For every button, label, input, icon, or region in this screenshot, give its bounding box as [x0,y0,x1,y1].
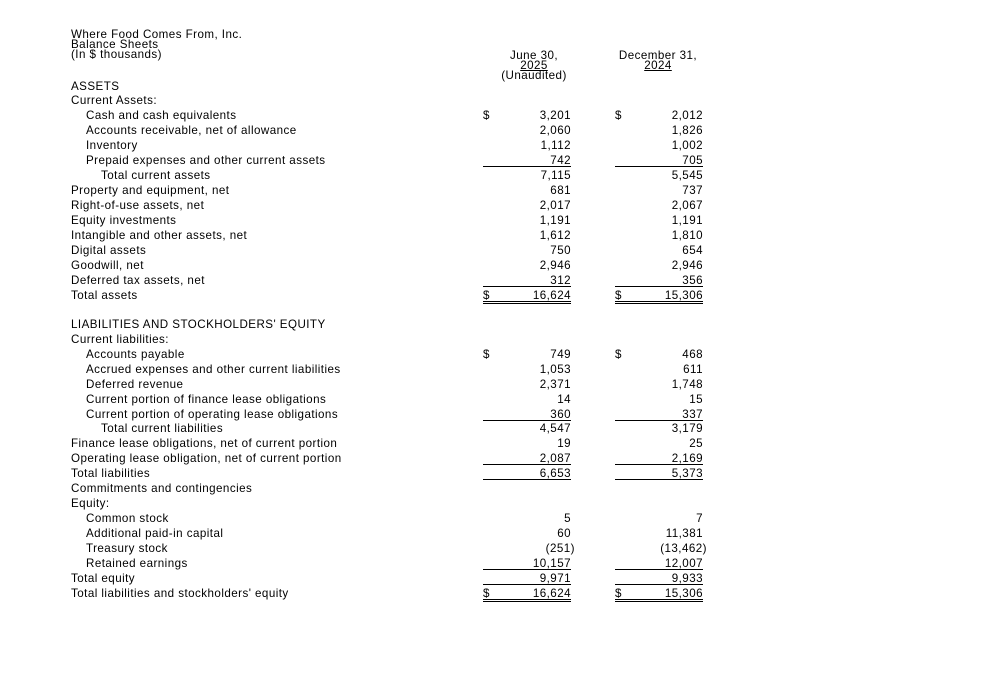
section-heading-liabilities-equity [0,317,1000,332]
row-label: Total liabilities [71,467,151,480]
column-header-line: December 31, [618,49,698,62]
table-row [0,377,1000,392]
value-2025: 6,653 [539,467,571,480]
row-label: Commitments and contingencies [71,482,253,495]
column-header-year: 2024 [644,59,672,73]
value-2025: 9,971 [539,572,571,585]
subsection-heading-current-liabilities [0,332,1000,347]
value-2025: 2,087 [539,452,571,465]
table-row [0,138,1000,153]
underline-rule [483,464,571,465]
row-label: Treasury stock [86,542,168,555]
subsection-heading-current-assets [0,93,1000,108]
table-row [0,347,1000,362]
underline-rule [483,286,571,287]
row-label: Inventory [86,139,138,152]
value-2024: 1,826 [671,124,703,137]
subtotal-row [0,466,1000,481]
value-2025: 4,547 [539,422,571,435]
row-label: Accrued expenses and other current liabilities [86,363,341,376]
value-2025: 60 [557,527,571,540]
value-2024: 337 [682,408,703,421]
value-2024: 356 [682,274,703,287]
row-label: LIABILITIES AND STOCKHOLDERS' EQUITY [71,318,326,331]
table-row [0,198,1000,213]
table-row [0,183,1000,198]
value-2024: 15,306 [664,587,703,600]
row-label: Equity investments [71,214,177,227]
underline-rule [483,479,571,480]
table-row [0,273,1000,288]
table-row [0,228,1000,243]
value-2025: 14 [557,393,571,406]
double-underline-rule [483,301,571,304]
table-row [0,407,1000,422]
value-2024: 15 [689,393,703,406]
value-2025: 2,371 [539,378,571,391]
row-label: Retained earnings [86,557,188,570]
value-2024: 2,946 [671,259,703,272]
value-2024: 3,179 [671,422,703,435]
value-2025: 16,624 [532,587,571,600]
value-2025: 750 [550,244,571,257]
value-2024: 1,810 [671,229,703,242]
row-label: Current Assets: [71,94,158,107]
value-2024: 7 [696,512,703,525]
row-label: Deferred revenue [86,378,184,391]
value-2024: 5,545 [671,169,703,182]
underline-rule [483,166,571,167]
table-row [0,213,1000,228]
row-label: ASSETS [71,80,120,93]
table-row [0,436,1000,451]
table-row [0,123,1000,138]
currency-symbol: $ [483,289,490,302]
company-name: Where Food Comes From, Inc. [71,28,243,41]
currency-symbol: $ [615,348,622,361]
underline-rule [615,464,703,465]
currency-symbol: $ [615,289,622,302]
row-label: Common stock [86,512,169,525]
subtotal-row [0,168,1000,183]
table-row [0,258,1000,273]
value-2024: 5,373 [671,467,703,480]
column-header-note: (Unaudited) [501,69,567,83]
table-row [0,243,1000,258]
table-row [0,556,1000,571]
row-label: Accounts payable [86,348,185,361]
value-2025: 1,112 [540,139,571,152]
value-2024: 12,007 [664,557,703,570]
row-label: Prepaid expenses and other current assets [86,154,326,167]
underline-rule [615,166,703,167]
value-2024: 2,012 [671,109,703,122]
value-2025: 3,201 [539,109,571,122]
row-label: Current portion of finance lease obligations [86,393,327,406]
underline-rule [483,569,571,570]
row-label: Goodwill, net [71,259,144,272]
value-2025: 2,060 [539,124,571,137]
value-2025: 19 [557,437,571,450]
row-label: Total liabilities and stockholders' equity [71,587,289,600]
row-label: Deferred tax assets, net [71,274,205,287]
table-row [0,541,1000,556]
row-label: Intangible and other assets, net [71,229,248,242]
row-label: Accounts receivable, net of allowance [86,124,297,137]
currency-symbol: $ [615,109,622,122]
total-row [0,586,1000,601]
table-row [0,108,1000,123]
currency-symbol: $ [615,587,622,600]
double-underline-rule [615,301,703,304]
underline-rule [615,479,703,480]
value-2025: 2,017 [539,199,571,212]
row-label: Total current assets [101,169,211,182]
table-row [0,153,1000,168]
statement-units: (In $ thousands) [71,48,162,62]
value-2024: 468 [682,348,703,361]
value-2024: 25 [689,437,703,450]
column-header-year: 2025 [520,59,548,73]
double-underline-rule [483,599,571,602]
table-row [0,526,1000,541]
underline-rule [615,584,703,585]
value-2025: 5 [564,512,571,525]
value-2025: 1,612 [539,229,571,242]
double-underline-rule [615,599,703,602]
table-row [0,481,1000,496]
value-2024: 2,169 [671,452,703,465]
row-label: Right-of-use assets, net [71,199,205,212]
value-2024: 15,306 [664,289,703,302]
subtotal-row [0,571,1000,586]
currency-symbol: $ [483,109,490,122]
column-header-line: June 30, [509,49,559,62]
value-2025: 681 [550,184,571,197]
value-2025: 360 [550,408,571,421]
row-label: Additional paid-in capital [86,527,224,540]
row-label: Total equity [71,572,136,585]
currency-symbol: $ [483,348,490,361]
underline-rule [615,286,703,287]
underline-rule [483,584,571,585]
value-2024: 9,933 [671,572,703,585]
section-heading-assets [0,79,1000,94]
value-2025: 742 [550,154,571,167]
value-2024: 11,381 [665,527,703,540]
value-2025: (251) [545,542,575,555]
row-label: Property and equipment, net [71,184,230,197]
column-header-december-2024 [603,51,713,71]
row-label: Operating lease obligation, net of current portion [71,452,342,465]
table-row [0,392,1000,407]
statement-header [71,30,242,61]
value-2025: 2,946 [539,259,571,272]
currency-symbol: $ [483,587,490,600]
value-2024: 2,067 [671,199,703,212]
value-2024: 1,191 [671,214,703,227]
value-2024: (13,462) [660,542,707,555]
row-label: Digital assets [71,244,147,257]
row-label: Finance lease obligations, net of current portion [71,437,338,450]
row-label: Current portion of operating lease obligations [86,408,339,421]
total-row [0,288,1000,303]
subsection-heading-equity [0,496,1000,511]
value-2024: 1,748 [671,378,703,391]
value-2025: 312 [550,274,571,287]
row-label: Equity: [71,497,110,510]
value-2024: 654 [682,244,703,257]
value-2024: 705 [682,154,703,167]
value-2024: 1,002 [671,139,703,152]
table-row [0,362,1000,377]
value-2025: 749 [550,348,571,361]
column-header-june-2025 [486,51,582,82]
statement-title: Balance Sheets [71,38,159,52]
value-2025: 16,624 [532,289,571,302]
table-row [0,511,1000,526]
row-label: Total current liabilities [101,422,224,435]
value-2025: 7,115 [540,169,571,182]
row-label: Current liabilities: [71,333,169,346]
value-2025: 1,053 [539,363,571,376]
table-row [0,451,1000,466]
value-2024: 611 [683,363,703,376]
row-label: Cash and cash equivalents [86,109,237,122]
subtotal-row [0,421,1000,436]
value-2024: 737 [682,184,703,197]
value-2025: 1,191 [539,214,571,227]
underline-rule [615,569,703,570]
value-2025: 10,157 [532,557,571,570]
row-label: Total assets [71,289,138,302]
